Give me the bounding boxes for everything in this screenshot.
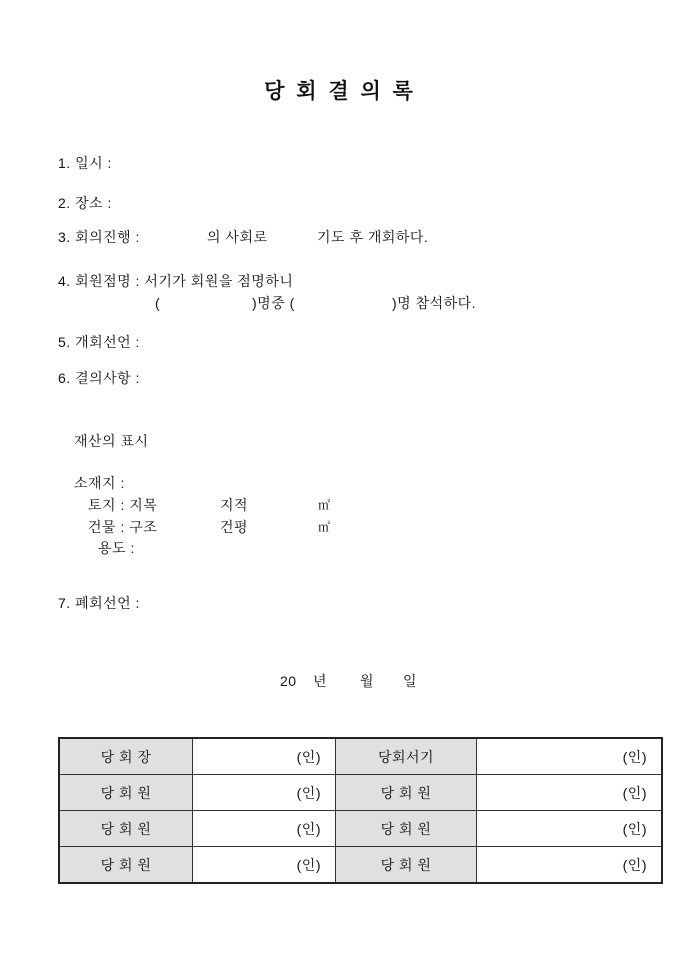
table-row xyxy=(59,775,662,811)
building-area-label: 건평 xyxy=(220,519,249,535)
date-month-suffix: 월 xyxy=(360,673,375,689)
land-area-label: 지적 xyxy=(220,497,249,513)
building-area-unit: ㎡ xyxy=(318,520,331,534)
seal-cell: (인) xyxy=(477,811,663,847)
seal-cell: (인) xyxy=(193,738,336,775)
item-6-resolutions: 6. 결의사항 : xyxy=(58,370,140,386)
signer-role-cell: 당 회 원 xyxy=(59,811,193,847)
item-5-opening-declaration: 5. 개회선언 : xyxy=(58,334,140,350)
seal-cell: (인) xyxy=(193,775,336,811)
land-area-unit: ㎡ xyxy=(318,498,331,512)
signer-role-cell: 당 회 원 xyxy=(336,847,477,884)
property-location-label: 소재지 : xyxy=(74,475,125,491)
date-day-suffix: 일 xyxy=(403,673,418,689)
table-row xyxy=(59,811,662,847)
item-3-opening-text: 기도 후 개회하다. xyxy=(317,229,429,245)
item-4-rollcall-line1: 4. 회원점명 : 서기가 회원을 점명하니 xyxy=(58,273,294,289)
table-row xyxy=(59,738,662,775)
item-3-proceedings-label: 3. 회의진행 : xyxy=(58,229,140,245)
item-4-attended: )명 참석하다. xyxy=(392,295,477,311)
signature-table xyxy=(58,737,663,884)
item-7-closing-declaration: 7. 폐회선언 : xyxy=(58,595,140,611)
item-3-moderator-text: 의 사회로 xyxy=(207,229,268,245)
property-heading: 재산의 표시 xyxy=(74,433,149,449)
seal-cell: (인) xyxy=(477,847,663,884)
date-century: 20 xyxy=(280,673,297,689)
document-title: 당 회 결 의 록 xyxy=(264,80,416,103)
signer-role-cell: 당 회 원 xyxy=(59,847,193,884)
seal-cell: (인) xyxy=(193,847,336,884)
item-4-members-of: )명중 ( xyxy=(252,295,295,311)
seal-cell: (인) xyxy=(477,775,663,811)
signer-role-cell: 당회서기 xyxy=(336,738,477,775)
table-row xyxy=(59,847,662,884)
seal-cell: (인) xyxy=(193,811,336,847)
building-structure-label: 건물 : 구조 xyxy=(88,519,158,535)
item-4-paren-open: ( xyxy=(155,295,161,311)
item-1-datetime: 1. 일시 : xyxy=(58,155,112,171)
land-category-label: 토지 : 지목 xyxy=(88,497,158,513)
item-2-location: 2. 장소 : xyxy=(58,195,112,211)
seal-cell: (인) xyxy=(477,738,663,775)
signer-role-cell: 당 회 장 xyxy=(59,738,193,775)
date-year-suffix: 년 xyxy=(313,673,328,689)
usage-label: 용도 : xyxy=(98,540,135,556)
signer-role-cell: 당 회 원 xyxy=(336,811,477,847)
signer-role-cell: 당 회 원 xyxy=(59,775,193,811)
signer-role-cell: 당 회 원 xyxy=(336,775,477,811)
